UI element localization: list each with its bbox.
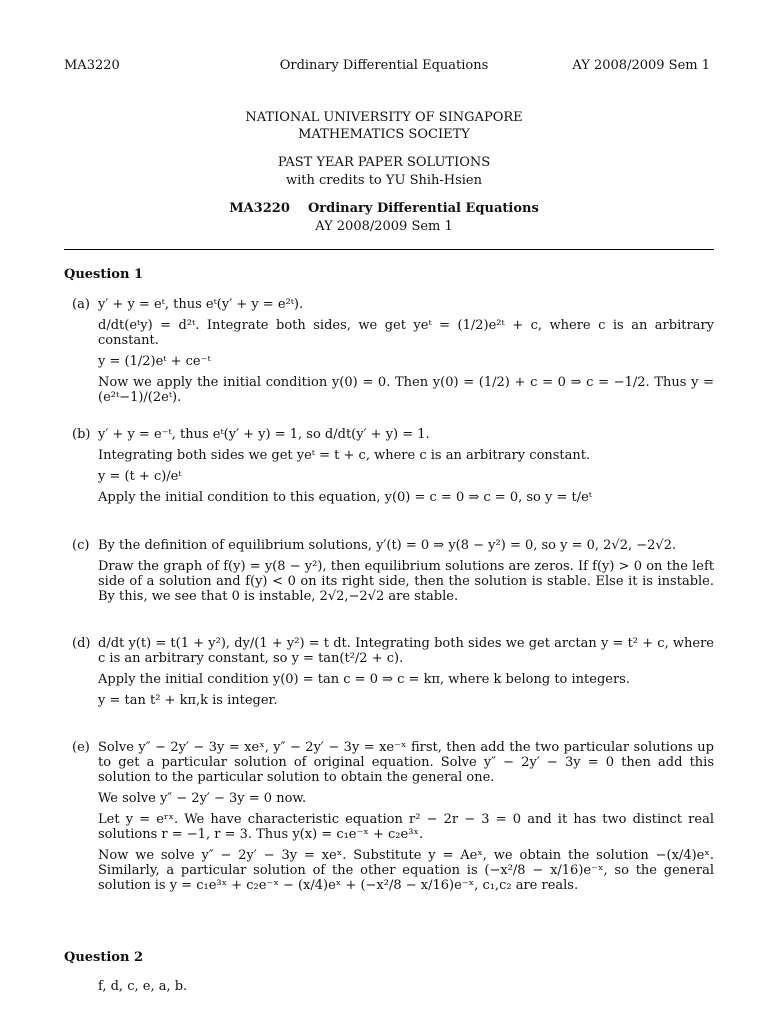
question-1-part-c	[64, 538, 714, 610]
part-a-line-2: d/dt(eᵗy) = d²ᵗ. Integrate both sides, we get yeᵗ = (1/2)e²ᵗ + c, where c is an arbitrary constant.	[98, 318, 714, 348]
part-label: (b)	[72, 427, 91, 442]
question-1-part-d	[64, 636, 714, 714]
part-c-line-2: Draw the graph of f(y) = y(8 − y²), then equilibrium solutions are zeros. If f(y) > 0 on the left side of a solution and f(y) < 0 on its right side, then the solution is stable. Else it is instable. By this, we see that 0 is instable, 2√2,−2√2 are stable.	[98, 559, 714, 604]
part-c-line-1: By the definition of equilibrium solutions, y′(t) = 0 ⇒ y(8 − y²) = 0, so y = 0, 2√2, −2√2.	[98, 538, 677, 553]
part-d-line-1: d/dt y(t) = t(1 + y²), dy/(1 + y²) = t dt. Integrating both sides we get arctan y = t² + c, where c is an arbitrary constant, so y = tan(t²/2 + c).	[98, 636, 714, 666]
part-label: (e)	[72, 740, 90, 755]
part-e-line-3: Let y = eʳˣ. We have characteristic equation r² − 2r − 3 = 0 and it has two distinct real solutions r = −1, r = 3. Thus y(x) = c₁e⁻ˣ + c₂e³ˣ.	[98, 812, 714, 842]
part-b-line-2: Integrating both sides we get yeᵗ = t + c, where c is an arbitrary constant.	[98, 448, 591, 463]
question-2-heading: Question 2	[64, 950, 144, 965]
part-a-line-3: y = (1/2)eᵗ + ce⁻ᵗ	[98, 354, 211, 369]
question-1-part-b	[64, 427, 714, 511]
part-b-line-1: y′ + y = e⁻ᵗ, thus eᵗ(y′ + y) = 1, so d/dt(y′ + y) = 1.	[98, 427, 430, 442]
credits-line: with credits to YU Shih-Hsien	[286, 173, 482, 188]
part-a-line-1: y′ + y = eᵗ, thus eᵗ(y′ + y = e²ᵗ).	[98, 297, 304, 312]
part-label: (d)	[72, 636, 91, 651]
question-1-heading: Question 1	[64, 267, 144, 282]
header-course-code: MA3220	[64, 58, 120, 73]
part-d-line-3: y = tan t² + kπ,k is integer.	[98, 693, 278, 708]
question-1-part-a	[64, 297, 714, 411]
part-b-line-3: y = (t + c)/eᵗ	[98, 469, 182, 484]
part-d-line-2: Apply the initial condition y(0) = tan c = 0 ⇒ c = kπ, where k belong to integers.	[98, 672, 630, 687]
part-e-line-4: Now we solve y″ − 2y′ − 3y = xeˣ. Substitute y = Aeˣ, we obtain the solution −(x/4)eˣ. Similarly, a particular solution of the other equation is (−x²/8 − x/16)e⁻ˣ, so the general solution is y = c₁e³ˣ + c₂e⁻ˣ − (x/4)eˣ + (−x²/8 − x/16)e⁻ˣ, c₁,c₂ are reals.	[98, 848, 714, 893]
university-name: NATIONAL UNIVERSITY OF SINGAPORE	[245, 110, 523, 125]
question-2-answer: f, d, c, e, a, b.	[98, 979, 188, 994]
header-course-title: Ordinary Differential Equations	[279, 58, 489, 73]
title-divider	[64, 249, 714, 250]
part-e-line-2: We solve y″ − 2y′ − 3y = 0 now.	[98, 791, 307, 806]
part-label: (a)	[72, 297, 90, 312]
part-label: (c)	[72, 538, 90, 553]
semester-line: AY 2008/2009 Sem 1	[315, 219, 453, 234]
part-e-line-1: Solve y″ − 2y′ − 3y = xeˣ, y″ − 2y′ − 3y = xe⁻ˣ first, then add the two particular solutions up to get a particular solution of original equation. Solve y″ − 2y′ − 3y = 0 then add this solution to the particular solution to obtain the general one.	[98, 740, 714, 785]
society-name: MATHEMATICS SOCIETY	[298, 127, 470, 142]
part-b-line-4: Apply the initial condition to this equation, y(0) = c = 0 ⇒ c = 0, so y = t/eᵗ	[98, 490, 592, 505]
question-1-part-e	[64, 740, 714, 899]
header-semester: AY 2008/2009 Sem 1	[572, 58, 710, 73]
course-line: MA3220 Ordinary Differential Equations	[229, 201, 539, 216]
part-a-line-4: Now we apply the initial condition y(0) = 0. Then y(0) = (1/2) + c = 0 ⇒ c = −1/2. Thus y = (e²ᵗ−1)/(2eᵗ).	[98, 375, 714, 405]
document-type: PAST YEAR PAPER SOLUTIONS	[277, 155, 491, 170]
